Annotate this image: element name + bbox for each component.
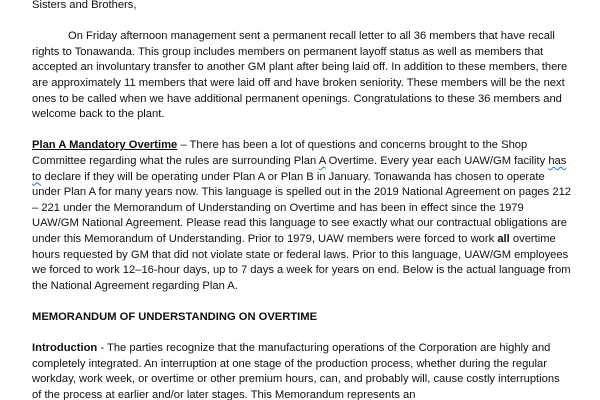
recall-paragraph-text: On Friday afternoon management sent a permanent recall letter to all 36 members that have recall rights to Tonawanda. This group includes members on permanent layoff status as well as members that accepted an involuntary transfer to another GM plant after being laid off. In addition to these members, there are approximately 11 members that were laid off and have broken seniority. These members will be the next ones to be called when we have additional permanent openings. Congratulations to these 36 members and welcome back to the plant. — [32, 30, 568, 121]
plan-a-dash: – — [177, 139, 190, 152]
spellcheck-flag-a: A — [318, 154, 326, 167]
recall-paragraph — [32, 29, 572, 123]
introduction-paragraph — [32, 341, 572, 400]
plan-a-bold-all: all — [497, 232, 510, 245]
introduction-heading: Introduction — [32, 342, 98, 355]
memo-heading: MEMORANDUM OF UNDERSTANDING ON OVERTIME — [32, 310, 318, 323]
plan-a-text-1: There has been a lot of questions and concerns brought to the Shop Committee regarding what the rules are surrounding Plan — [32, 139, 528, 167]
spellcheck-flag-has-to: has to — [32, 154, 567, 183]
plan-a-paragraph — [32, 138, 572, 294]
plan-a-heading: Plan A Mandatory Overtime — [32, 139, 178, 152]
plan-a-text-4: overtime hours requested by GM that did not violate state or federal laws. Prior to this language, UAW/GM employees we forced to work 12–16-hour days, up to 7 days a week for years on end. Below is the actual language from the National Agreement regarding Plan A. — [32, 232, 571, 292]
introduction-text: - The parties recognize that the manufacturing operations of the Corporation are highly and completely integrated. An interruption at one stage of the production process, whether during the regular workday, work week, or overtime or other premium hours, can, and probably will, cause costly interruptions of the process at earlier and/or later stages. This Memorandum represents an — [32, 342, 560, 400]
plan-a-text-3: declare if they will be operating under Plan A or Plan B in January. Tonawanda has chosen to operate under Plan A for many years now. This language is spelled out in the 2019 National Agreement on pages 212 – 221 under the Memorandum of Understanding on Overtime and has been in effect since the 1979 UAW/GM National Agreement. Please read this language to see exactly what our contractual obligations are under this Memorandum of Understanding. Prior to 1979, UAW members were forced to work — [32, 170, 572, 245]
document-body — [32, 0, 572, 400]
greeting: Sisters and Brothers, — [32, 0, 137, 11]
plan-a-text-2: Overtime. Every year each UAW/GM facility — [325, 154, 549, 167]
